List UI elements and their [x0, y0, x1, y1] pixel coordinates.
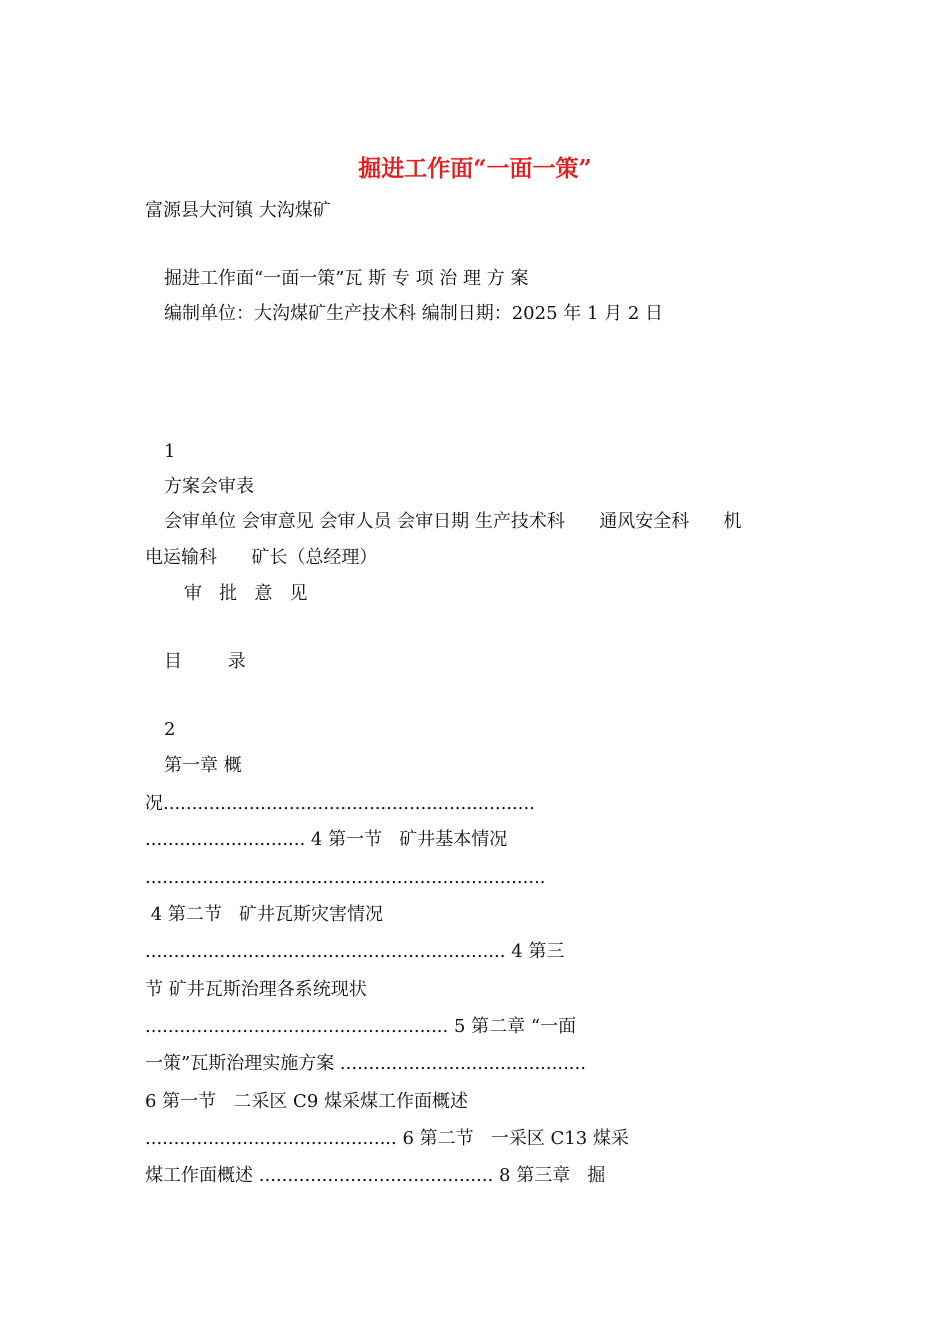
toc-chapter-1-start: 第一章 概 — [164, 755, 242, 776]
toc-line: 6 第一节 二采区 C9 煤采煤工作面概述 — [145, 1091, 469, 1112]
toc-heading: 目 录 — [164, 651, 246, 672]
toc-line: 节 矿井瓦斯治理各系统现状 — [145, 979, 367, 1000]
toc-line: 煤工作面概述 ......................................... 8 第三章 掘 — [145, 1165, 606, 1186]
plan-title: 掘进工作面“一面一策”瓦 斯 专 项 治 理 方 案 — [164, 268, 529, 289]
toc-line: 4 第二节 矿井瓦斯灾害情况 — [145, 904, 384, 925]
document-title: 掘进工作面“一面一策” — [358, 155, 592, 182]
page-number-2: 2 — [164, 719, 176, 740]
review-table-row-2: 电运输科 矿长（总经理） — [145, 547, 378, 568]
toc-line: ...................................................................... — [145, 867, 546, 888]
review-table-title: 方案会审表 — [164, 476, 254, 497]
toc-line: ............................................................... 4 第三 — [145, 941, 565, 962]
toc-line: 况................................................................. — [145, 793, 535, 814]
compile-info: 编制单位：大沟煤矿生产技术科 编制日期：2025 年 1 月 2 日 — [164, 303, 664, 324]
toc-line: ..................................................... 5 第二章 “一面 — [145, 1016, 577, 1037]
toc-line: ............................................ 6 第二节 一采区 C13 煤采 — [145, 1128, 629, 1149]
review-table-row-1: 会审单位 会审意见 会审人员 会审日期 生产技术科 通风安全科 机 — [164, 511, 742, 532]
mine-name: 富源县大河镇 大沟煤矿 — [145, 200, 331, 221]
toc-line: 一策”瓦斯治理实施方案 ........................................... — [145, 1053, 586, 1074]
toc-line: ............................ 4 第一节 矿井基本情况 — [145, 829, 508, 850]
page-number-1: 1 — [164, 441, 176, 462]
approval-label: 审 批 意 见 — [184, 583, 308, 604]
